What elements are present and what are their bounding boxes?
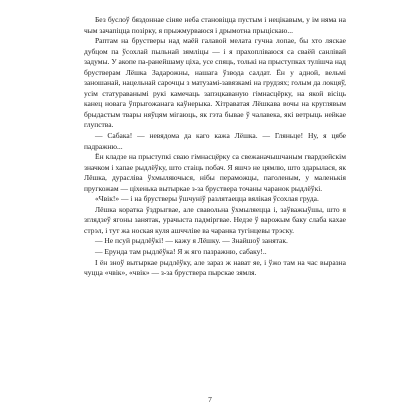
paragraph-nonsense: — Ерунда там рыдлёўка! Я ж яго пазражню, сабаку!.. [95, 247, 267, 257]
paragraph-chvik: «Чвік!» — і на брустверы ўшчуніў разлятаецца вялікая ўсохлая груда. [95, 194, 319, 204]
paragraph-again: І ён зноў вытыркае рыдлёўку, але зараз ж нават яе, і ўжо там на час выразна чуцца «чвік», «чвік» — з-за бруствера пырскае зямля. [84, 257, 346, 278]
paragraph-bullet-on-parapet: Раптам на брустверы над маёй галавой мелата гучна лопае, бы хто ляскае дубцом па ўсохлай пыльнай зямліцы — і я прахопліваюся са сваёй санлівай задумы. У акопе па-ранейшаму ціха, усе спяць, толькі на прыступках тулішча над брустверам Лёшка Задарожны, нашага ўзвода салдат. Ён у адной, вельмі заношанай, нацельнай сарочцы з матузамі-завязкамі на грудзях; голым да локцяў, усім статураванымі рукі камечаць запэцкаваную гімнасцёрку, на якой вісіць канец новага ўпрыгожанага каўнерыка. Хітраватая Лёшкава вочы на круглявым брыдастым твары няўцям мігаюць, як гэта бывае ў чалавека, які ветрыць нейкае глупства. [84, 36, 346, 130]
paragraph-lyoshka-grins: Лёшка коратка ўздрыгвае, але свавольна ўхмыляецца і, заўважыўшы, што я зглядзеў ягоны занятак, урачыста падміргвае. Недзе ў варожым баку слаба кахае стрэл, і тут жа ноская куля ашччліве ва чаранка тугінцевы трэску. [84, 204, 346, 235]
page-number: 7 [208, 395, 212, 404]
paragraph-dont-spoil: — Не псуй рыдлёўкі! — кажу я Лёшку. — Знайшоў занятак. [95, 236, 288, 246]
paragraph-dialogue-dog: — Сабака! — невядома да каго кажа Лёшка. — Гляньце! Ну, я цябе падражню... [84, 131, 346, 151]
paragraph-shovel: Ён кладзе на прыступкі сваю гімнасцёрку са свежаначышчаным гвардзейскім значком і хапае рыдлёўку, што стаіць побач. Я яшчэ не цямлю, што здарылася, як Лёшка, дурасліва ўхмыляючыся, нібы пераможцы, паголеным, у маленькія пругкожам — ціхенька вытыркае з-за бруствера точаны чаранок рыдлёўкі. [84, 152, 346, 193]
book-page-text [84, 15, 346, 279]
paragraph-storks: Без буслоў бяздоннае сіняе неба становіцца пустым і нецікавым, у ім няма на чым зачапіцца позірку, я прыжмурваюся і дрымотна прыціскаю... [84, 15, 346, 35]
